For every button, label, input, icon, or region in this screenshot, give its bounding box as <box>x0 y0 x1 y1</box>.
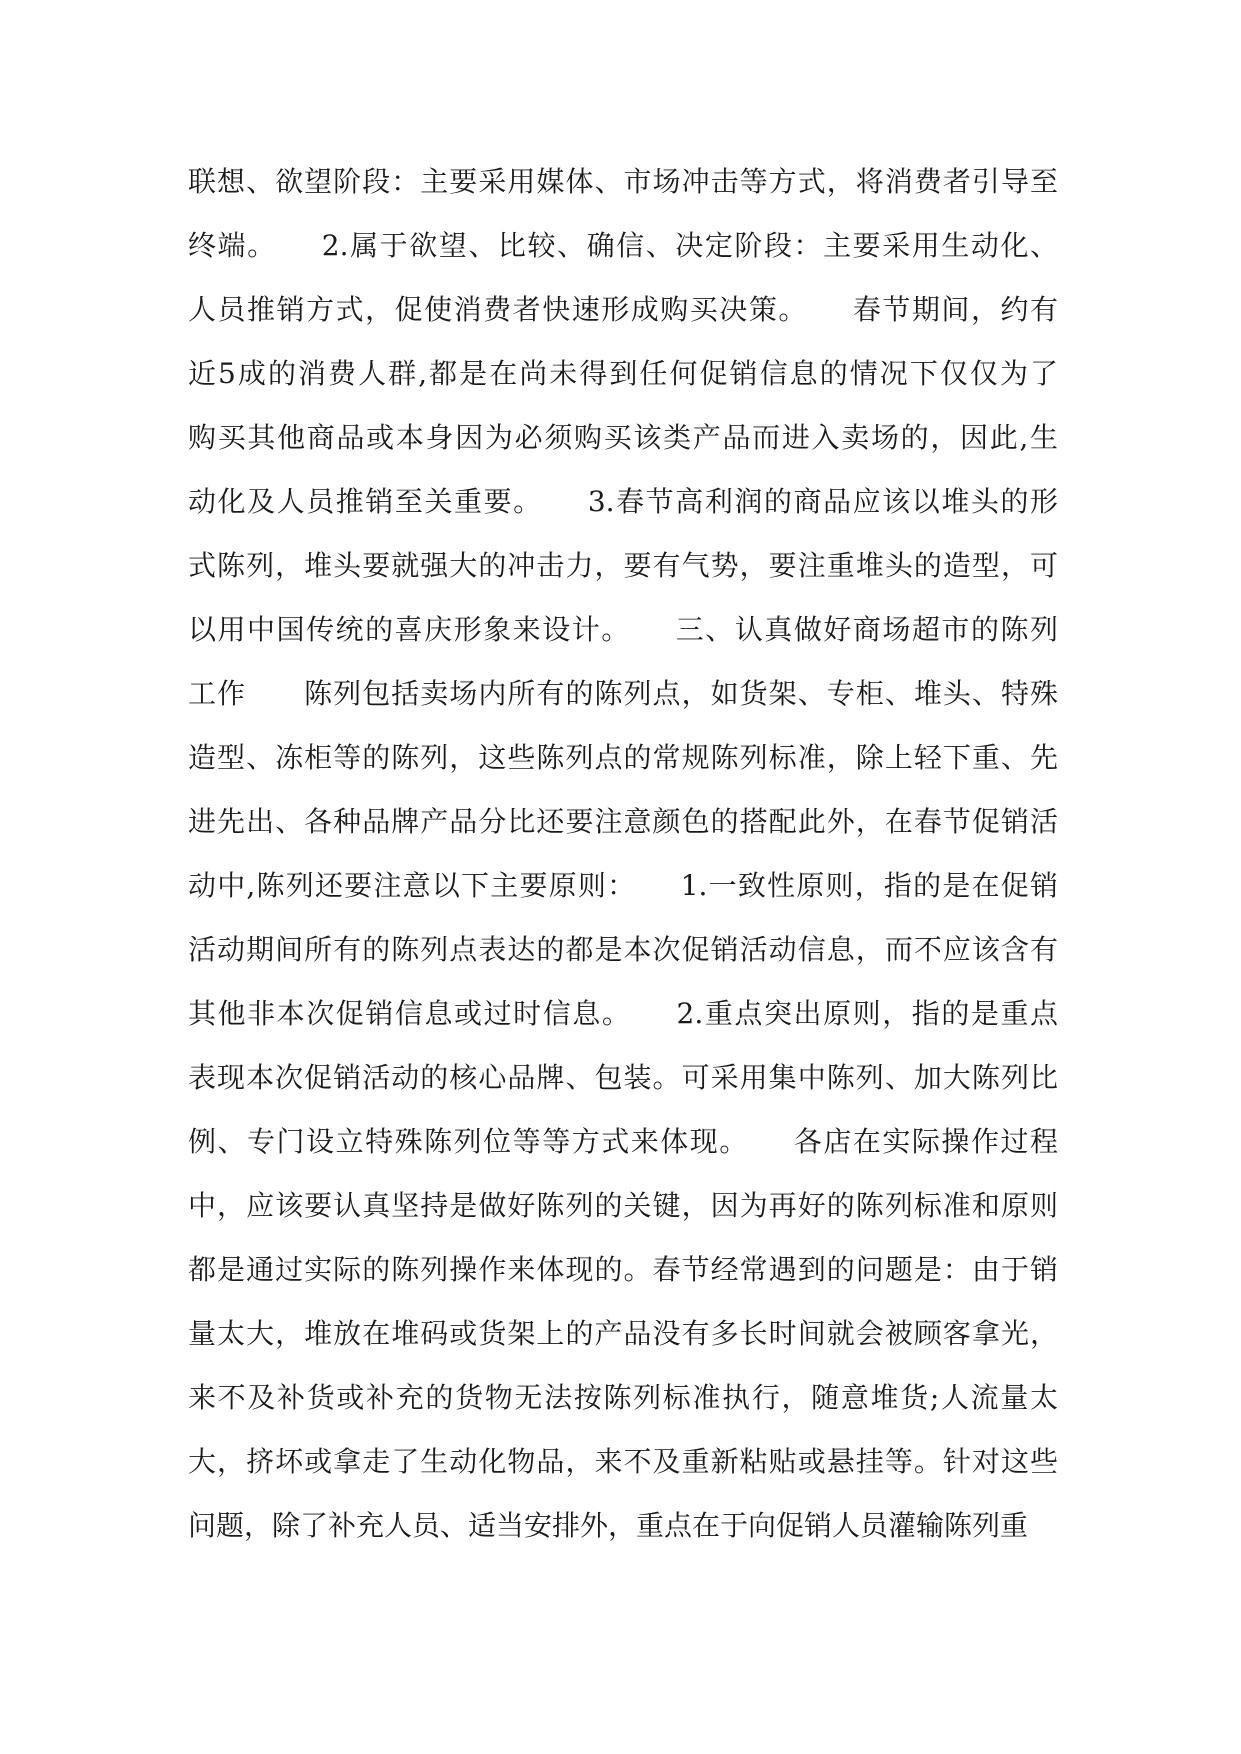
text-line: 都是通过实际的陈列操作来体现的。春节经常遇到的问题是：由于销 <box>188 1253 1058 1286</box>
text-line: 工作 陈列包括卖场内所有的陈列点，如货架、专柜、堆头、特殊 <box>188 677 1058 710</box>
text-line: 联想、欲望阶段：主要采用媒体、市场冲击等方式，将消费者引导至 <box>188 165 1058 198</box>
text-line: 购买其他商品或本身因为必须购买该类产品而进入卖场的，因此,生 <box>188 421 1058 454</box>
text-line: 近5成的消费人群,都是在尚未得到任何促销信息的情况下仅仅为了 <box>188 357 1058 390</box>
text-line: 动化及人员推销至关重要。 3.春节高利润的商品应该以堆头的形 <box>188 485 1058 518</box>
text-line: 表现本次促销活动的核心品牌、包装。可采用集中陈列、加大陈列比 <box>188 1061 1058 1094</box>
text-line: 进先出、各种品牌产品分比还要注意颜色的搭配此外，在春节促销活 <box>188 805 1058 838</box>
text-line: 量太大，堆放在堆码或货架上的产品没有多长时间就会被顾客拿光， <box>188 1317 1058 1350</box>
text-line: 活动期间所有的陈列点表达的都是本次促销活动信息，而不应该含有 <box>188 933 1058 966</box>
text-line: 例、专门设立特殊陈列位等等方式来体现。 各店在实际操作过程 <box>188 1125 1058 1158</box>
text-line: 人员推销方式，促使消费者快速形成购买决策。 春节期间，约有 <box>188 293 1058 326</box>
text-line: 来不及补货或补充的货物无法按陈列标准执行，随意堆货;人流量太 <box>188 1381 1058 1414</box>
text-line: 式陈列，堆头要就强大的冲击力，要有气势，要注重堆头的造型，可 <box>188 549 1058 582</box>
text-line: 终端。 2.属于欲望、比较、确信、决定阶段：主要采用生动化、 <box>188 229 1058 262</box>
text-line: 其他非本次促销信息或过时信息。 2.重点突出原则，指的是重点 <box>188 997 1058 1030</box>
body-text <box>188 157 1058 1565</box>
text-line: 问题，除了补充人员、适当安排外，重点在于向促销人员灌输陈列重 <box>188 1509 1029 1542</box>
text-line: 以用中国传统的喜庆形象来设计。 三、认真做好商场超市的陈列 <box>188 613 1058 646</box>
text-line: 大，挤坏或拿走了生动化物品，来不及重新粘贴或悬挂等。针对这些 <box>188 1445 1058 1478</box>
text-line: 动中,陈列还要注意以下主要原则： 1.一致性原则，指的是在促销 <box>188 869 1058 902</box>
text-line: 中，应该要认真坚持是做好陈列的关键，因为再好的陈列标准和原则 <box>188 1189 1058 1222</box>
text-line: 造型、冻柜等的陈列，这些陈列点的常规陈列标准，除上轻下重、先 <box>188 741 1058 774</box>
